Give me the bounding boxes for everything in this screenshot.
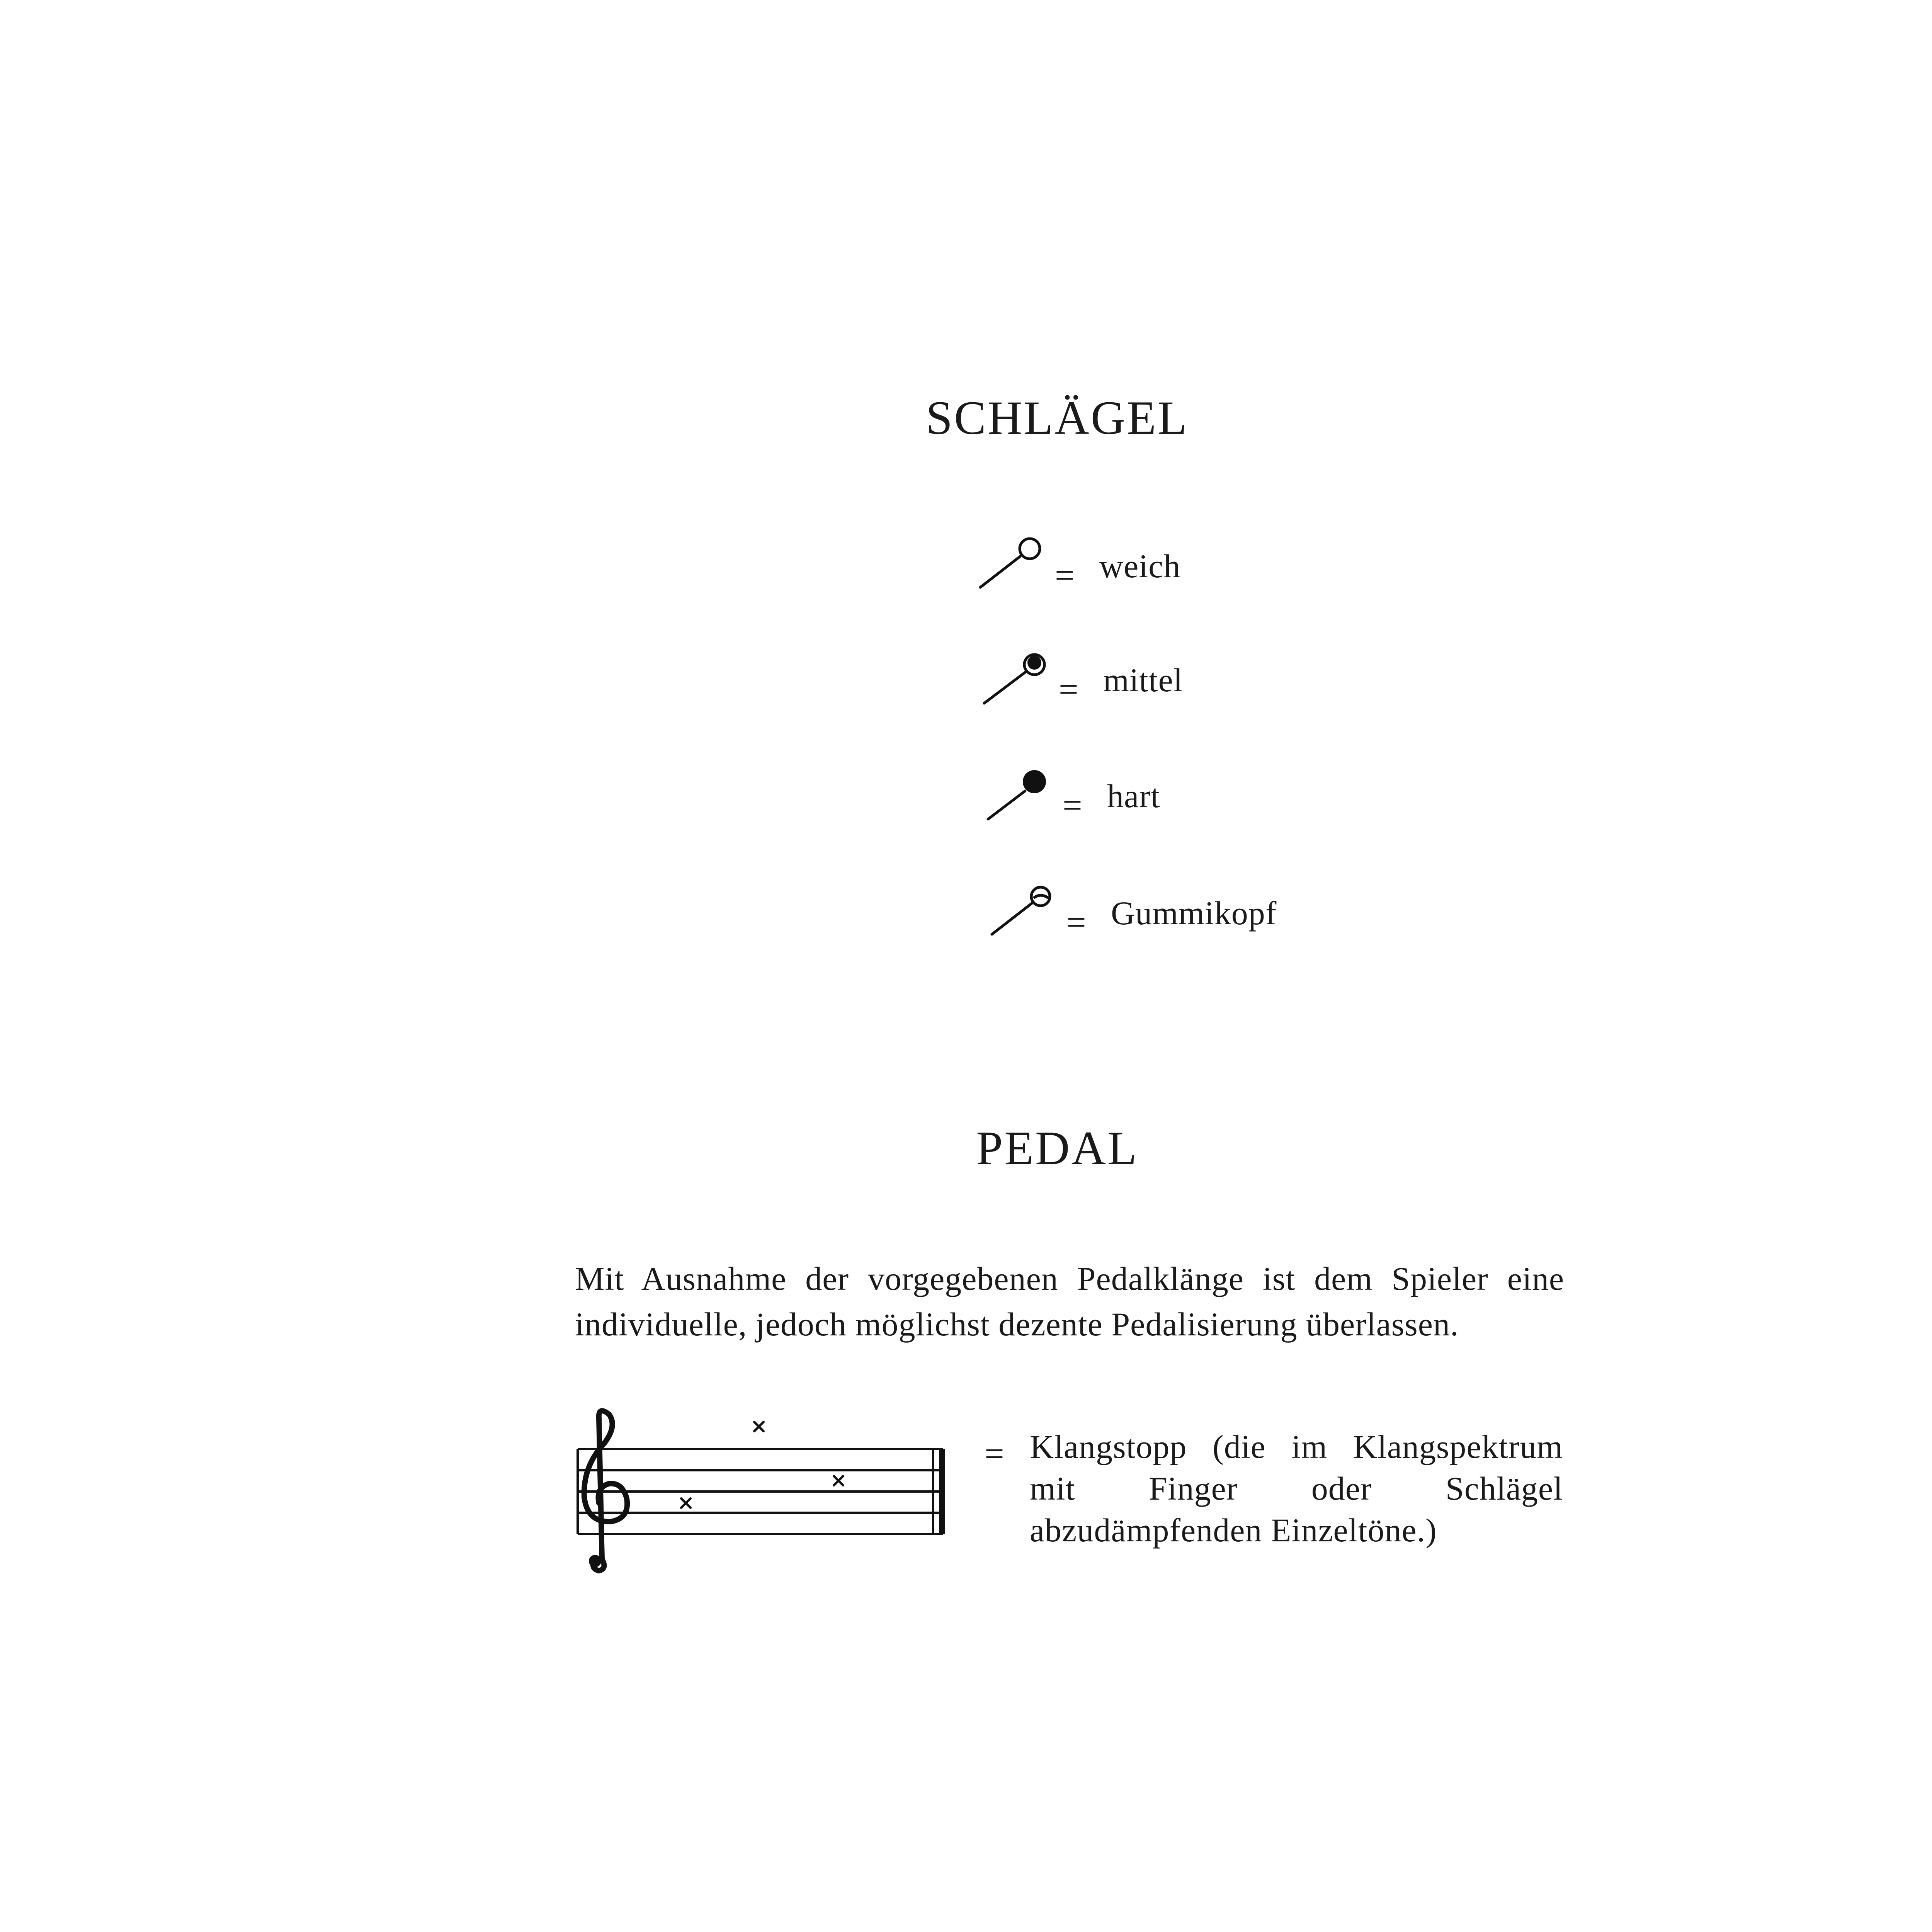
pedal-heading: PEDAL — [976, 1122, 1138, 1175]
mallet-label-hart: hart — [1107, 777, 1160, 815]
mallet-label-gummikopf: Gummikopf — [1111, 895, 1277, 932]
mallet-rubber-icon — [987, 876, 1072, 946]
klangstopp-description: Klangstopp (die im Klangspektrum mit Finger oder Schlägel abzudämpfenden Einzeltöne.) — [1030, 1428, 1563, 1549]
treble-staff-muted-notes-icon — [572, 1406, 951, 1577]
mallet-medium-icon — [980, 643, 1065, 713]
mallet-soft-icon — [976, 529, 1061, 599]
equals-sign: = — [1055, 556, 1075, 595]
mallet-label-weich: weich — [1099, 548, 1181, 585]
mallet-hard-icon — [983, 759, 1068, 829]
equals-sign: = — [1059, 670, 1078, 709]
equals-sign: = — [1066, 903, 1086, 942]
equals-sign: = — [1063, 786, 1082, 825]
mallet-label-mittel: mittel — [1103, 662, 1183, 699]
schlaegel-heading: SCHLÄGEL — [926, 391, 1189, 444]
pedal-description: Mit Ausnahme der vorgegebenen Pedalklänge ist dem Spieler eine individuelle, jedoch möglichst dezente Pedalisierung überlassen. — [575, 1260, 1564, 1343]
equals-sign: = — [985, 1435, 1004, 1473]
